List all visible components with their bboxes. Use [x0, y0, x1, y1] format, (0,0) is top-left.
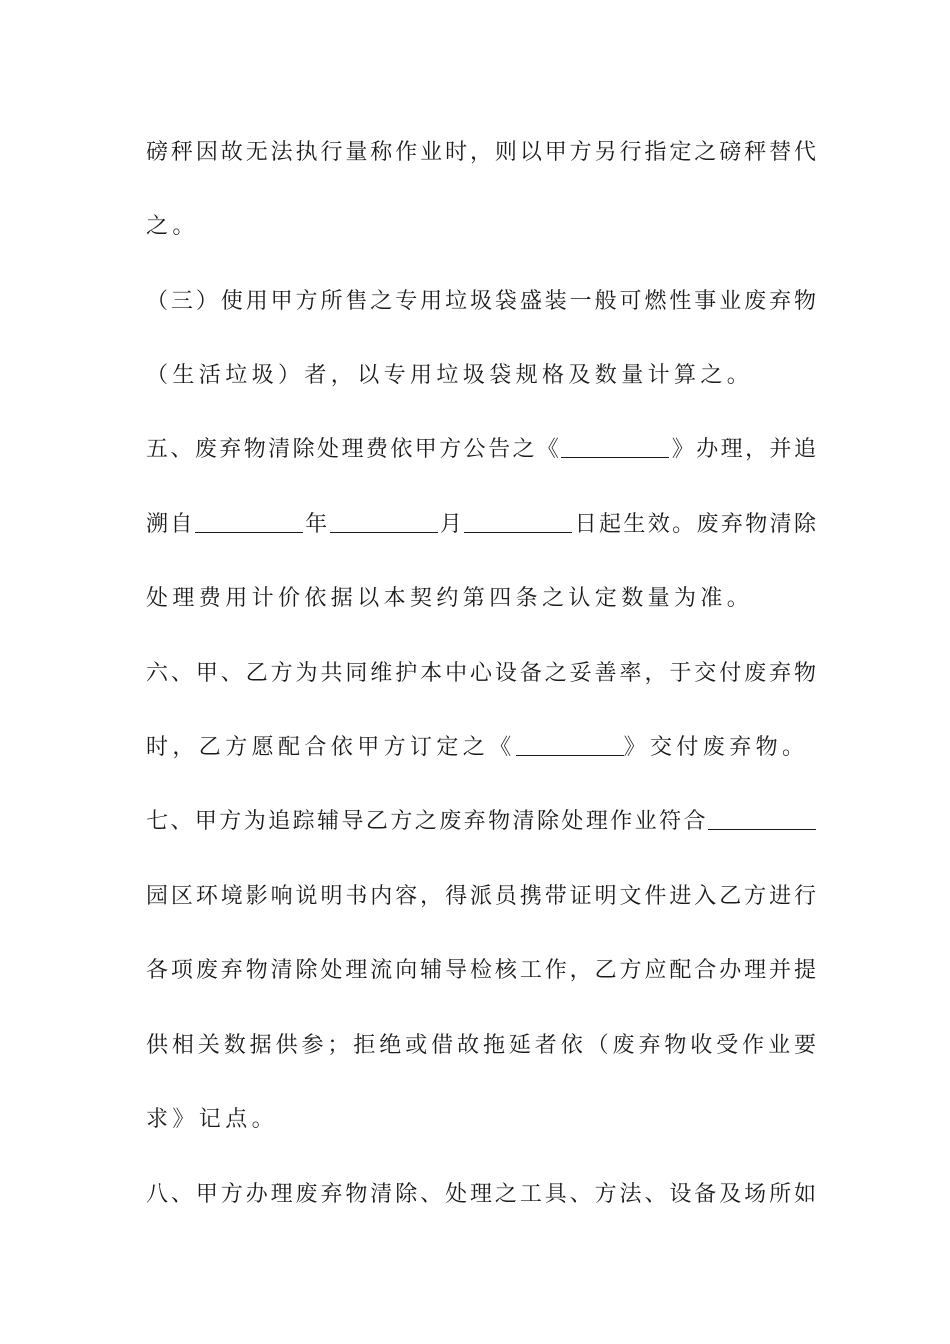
- fill-in-blank: [708, 807, 816, 830]
- paragraph-line: [146, 1100, 816, 1140]
- paragraph-line: [146, 282, 816, 322]
- text-segment: 》交付废弃物。: [623, 735, 809, 760]
- text-segment: 》办理，并追: [669, 437, 816, 462]
- paragraph-line: [146, 207, 816, 247]
- text-segment: 溯自: [146, 512, 195, 537]
- fill-in-blank: [561, 435, 669, 458]
- text-segment: 年: [302, 512, 330, 537]
- text-segment: 月: [437, 512, 465, 537]
- text-segment: （三）使用甲方所售之专用垃圾袋盛装一般可燃性事业废弃物: [146, 289, 816, 314]
- paragraph-line: [146, 654, 816, 694]
- paragraph-line: [146, 1026, 816, 1066]
- text-segment: 各项废弃物清除处理流向辅导检核工作，乙方应配合办理并提: [146, 958, 816, 983]
- paragraph-line: [146, 133, 816, 173]
- text-segment: 之。: [146, 214, 199, 239]
- paragraph-line: [146, 877, 816, 917]
- text-segment: 磅秤因故无法执行量称作业时，则以甲方另行指定之磅秤替代: [146, 140, 816, 165]
- text-segment: 七、甲方为追踪辅导乙方之废弃物清除处理作业符合: [146, 809, 708, 834]
- paragraph-line: [146, 1175, 816, 1215]
- paragraph-line: [146, 802, 816, 842]
- text-segment: 时，乙方愿配合依甲方订定之《: [146, 735, 516, 760]
- fill-in-blank: [516, 733, 624, 756]
- paragraph-line: [146, 579, 816, 619]
- fill-in-blank: [195, 510, 303, 533]
- paragraph-line: [146, 728, 816, 768]
- text-segment: 六、甲、乙方为共同维护本中心设备之妥善率，于交付废弃物: [146, 661, 816, 686]
- text-segment: （生活垃圾）者，以专用垃圾袋规格及数量计算之。: [146, 363, 754, 388]
- paragraph-line: [146, 430, 816, 470]
- fill-in-blank: [464, 510, 572, 533]
- text-segment: 处理费用计价依据以本契约第四条之认定数量为准。: [146, 586, 754, 611]
- text-segment: 日起生效。废弃物清除: [572, 512, 816, 537]
- text-segment: 园区环境影响说明书内容，得派员携带证明文件进入乙方进行: [146, 884, 816, 909]
- paragraph-line: [146, 505, 816, 545]
- fill-in-blank: [330, 510, 438, 533]
- text-segment: 供相关数据供参；拒绝或借故拖延者依（废弃物收受作业要: [146, 1033, 816, 1058]
- text-segment: 求》记点。: [146, 1107, 279, 1132]
- text-segment: 五、废弃物清除处理费依甲方公告之《: [146, 437, 562, 462]
- paragraph-line: [146, 951, 816, 991]
- paragraph-line: [146, 356, 816, 396]
- text-segment: 八、甲方办理废弃物清除、处理之工具、方法、设备及场所如: [146, 1182, 816, 1207]
